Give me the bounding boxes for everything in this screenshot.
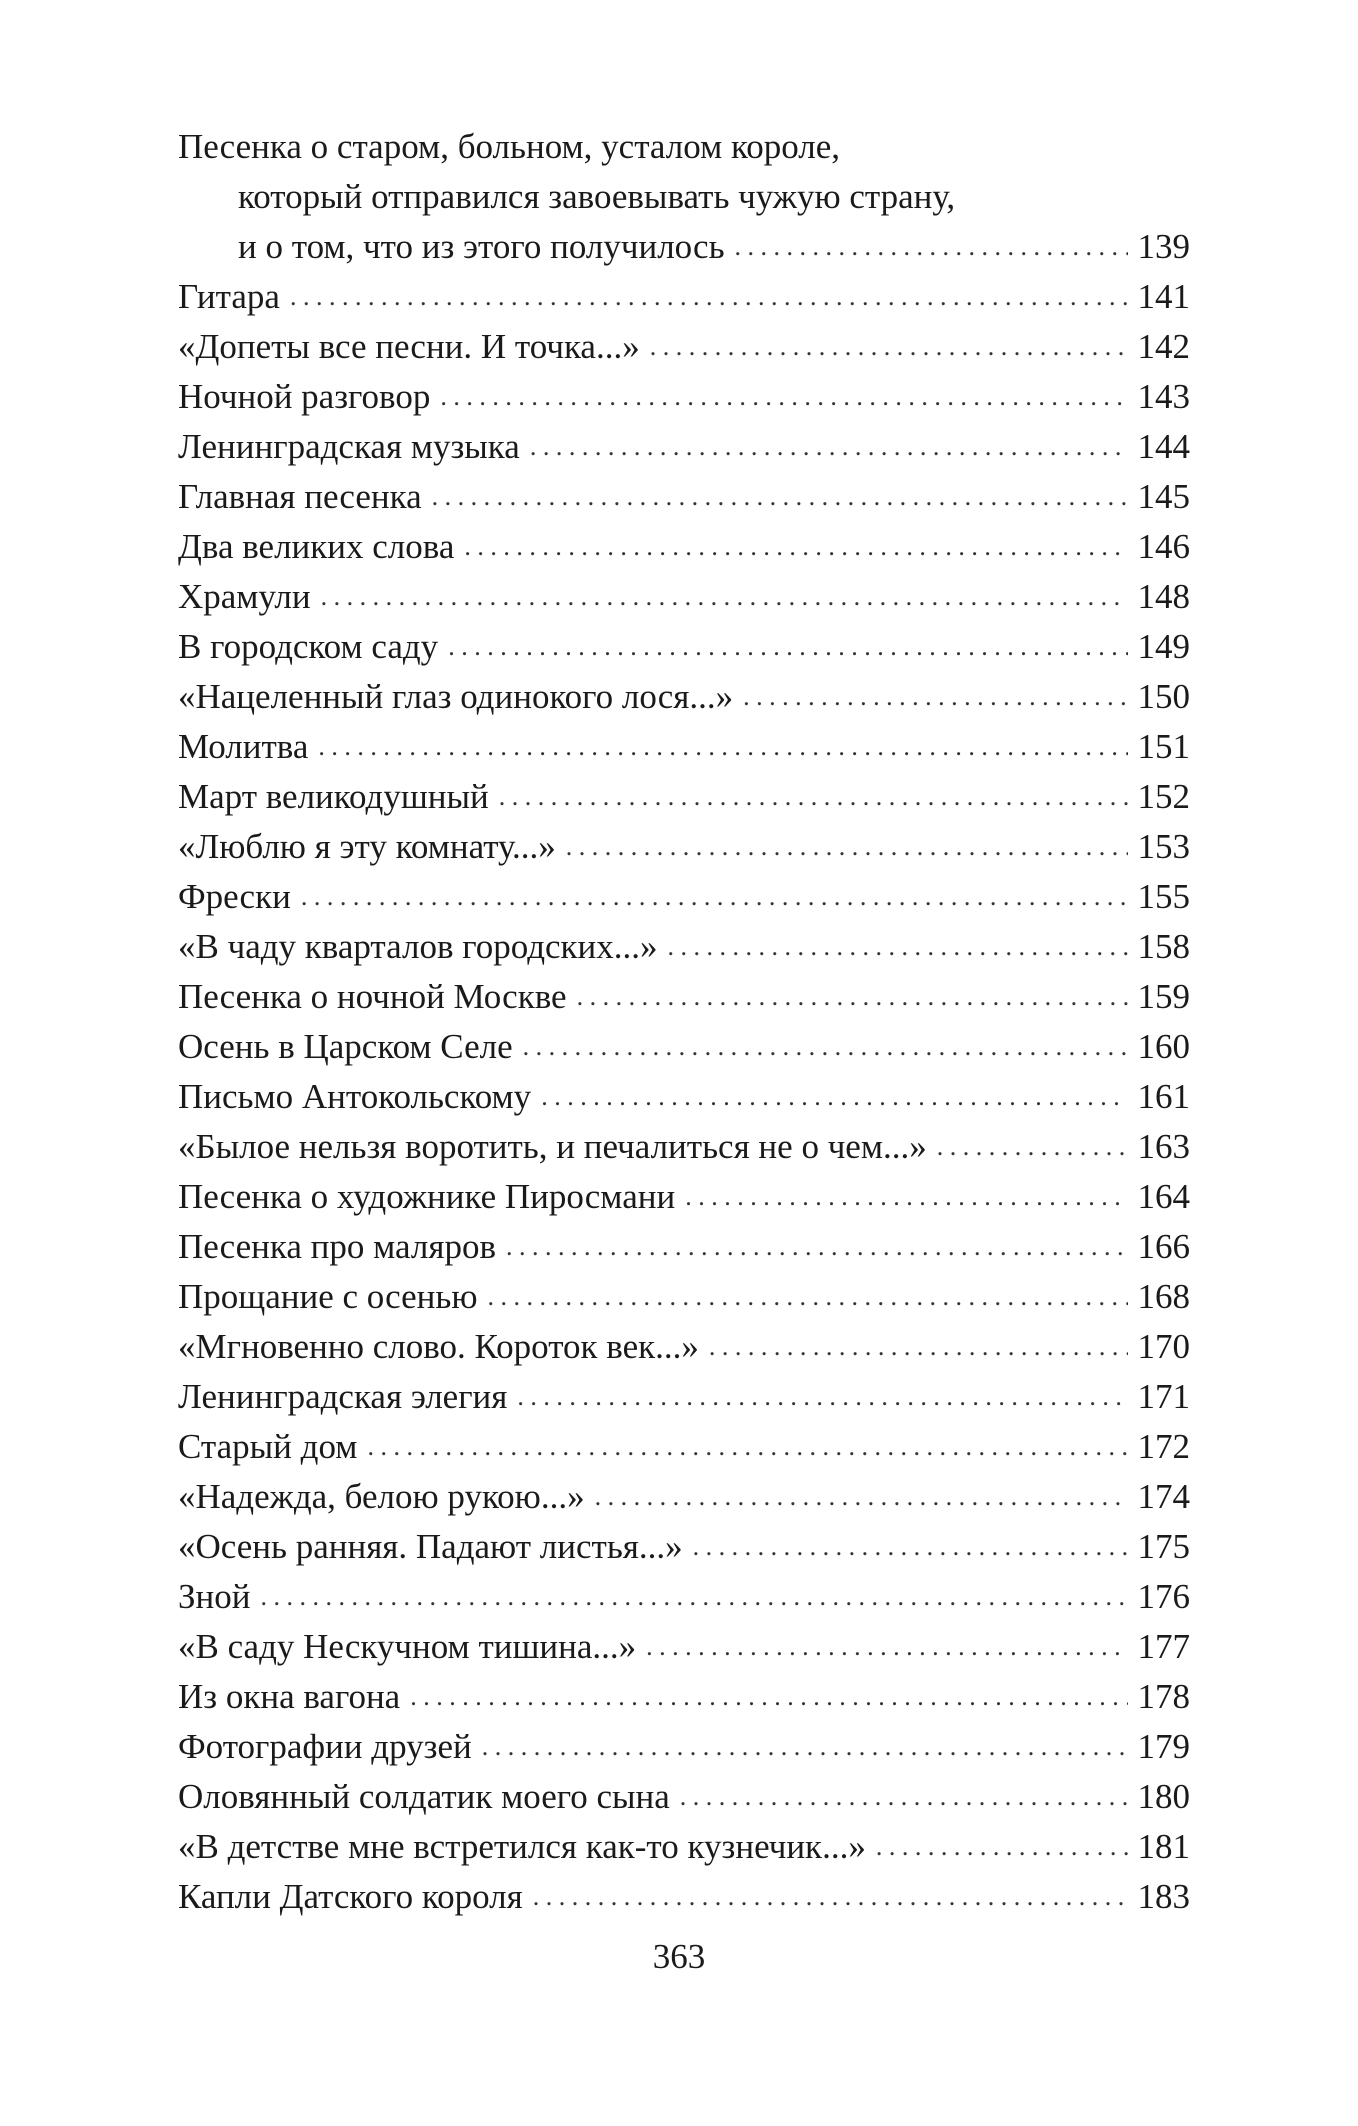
toc-page-number: 174	[1137, 1477, 1190, 1516]
toc-entry-title: «Осень ранняя. Падают листья...»	[178, 1527, 683, 1566]
toc-entry	[178, 622, 1190, 672]
dot-leader	[321, 572, 1128, 622]
toc-entry-title: Прощание с осенью	[178, 1277, 478, 1316]
dot-leader	[301, 872, 1128, 922]
dot-leader	[595, 1472, 1128, 1522]
toc-page-number: 179	[1137, 1727, 1190, 1766]
toc-page-number: 181	[1137, 1827, 1190, 1866]
toc-page-number: 142	[1137, 327, 1190, 366]
dot-leader	[541, 1072, 1128, 1122]
toc-entry	[178, 1172, 1190, 1222]
toc-entry	[178, 872, 1190, 922]
toc-entry-title: «Люблю я эту комнату...»	[178, 827, 556, 866]
toc-entry	[178, 522, 1190, 572]
dot-leader	[685, 1172, 1128, 1222]
toc-entry-title: Старый дом	[178, 1427, 358, 1466]
toc-page-number: 171	[1137, 1377, 1190, 1416]
toc-entry-title: Капли Датского короля	[178, 1877, 523, 1916]
toc-page-number: 176	[1137, 1577, 1190, 1616]
toc-entry-title: Фотографии друзей	[178, 1727, 472, 1766]
toc-page-number: 141	[1137, 277, 1190, 316]
toc-entry	[178, 1272, 1190, 1322]
toc-entry	[178, 1622, 1190, 1672]
toc-entry-title: Из окна вагона	[178, 1677, 401, 1716]
toc-entry-title: Фрески	[178, 877, 291, 916]
toc-entry	[178, 1722, 1190, 1772]
toc-page-number: 178	[1137, 1677, 1190, 1716]
toc-page-number: 149	[1137, 627, 1190, 666]
toc-page-number: 139	[1137, 227, 1190, 266]
table-of-contents	[178, 122, 1190, 1922]
dot-leader	[709, 1322, 1128, 1372]
toc-entry-title: Ночной разговор	[178, 377, 431, 416]
toc-entry	[178, 772, 1190, 822]
dot-leader	[668, 922, 1128, 972]
toc-entry	[178, 422, 1190, 472]
dot-leader	[261, 1572, 1129, 1622]
toc-entry	[178, 1822, 1190, 1872]
dot-leader	[440, 372, 1128, 422]
toc-entry-title: «В детстве мне встретился как-то кузнечик...»	[178, 1827, 866, 1866]
toc-page-number: 183	[1137, 1877, 1190, 1916]
toc-entry	[178, 922, 1190, 972]
toc-page-number: 152	[1137, 777, 1190, 816]
dot-leader	[743, 672, 1128, 722]
toc-entry	[178, 1472, 1190, 1522]
dot-leader	[318, 722, 1128, 772]
dot-leader	[448, 622, 1128, 672]
toc-entry-title: Два великих слова	[178, 527, 455, 566]
page-number-footer: 363	[652, 1937, 706, 1976]
dot-leader	[499, 772, 1128, 822]
toc-entry-title: Ленинградская элегия	[178, 1377, 508, 1416]
dot-leader	[367, 1422, 1128, 1472]
toc-page-number: 177	[1137, 1627, 1190, 1666]
dot-leader	[410, 1672, 1128, 1722]
dot-leader	[432, 472, 1128, 522]
toc-entry-title: Песенка про маляров	[178, 1227, 496, 1266]
toc-entry-title: Март великодушный	[178, 777, 489, 816]
toc-page-number: 145	[1137, 477, 1190, 516]
toc-entry-title: Песенка о художнике Пиросмани	[178, 1177, 676, 1216]
dot-leader	[680, 1772, 1128, 1822]
toc-entry	[178, 272, 1190, 322]
toc-entry	[178, 1022, 1190, 1072]
dot-leader	[566, 822, 1128, 872]
toc-page-number: 144	[1137, 427, 1190, 466]
toc-entry-title-line: который отправился завоевывать чужую страну,	[238, 177, 956, 216]
toc-entry	[178, 1772, 1190, 1822]
toc-entry	[178, 472, 1190, 522]
toc-page-number: 168	[1137, 1277, 1190, 1316]
toc-entry	[178, 1672, 1190, 1722]
toc-entry	[178, 372, 1190, 422]
dot-leader	[650, 322, 1128, 372]
dot-leader	[482, 1722, 1128, 1772]
toc-entry-title: Песенка о ночной Москве	[178, 977, 567, 1016]
toc-page-number: 164	[1137, 1177, 1190, 1216]
toc-page-number: 166	[1137, 1227, 1190, 1266]
toc-entry-title: «Нацеленный глаз одинокого лося...»	[178, 677, 734, 716]
toc-entry-title: Осень в Царском Селе	[178, 1027, 513, 1066]
toc-entry	[178, 122, 1190, 272]
dot-leader	[517, 1372, 1128, 1422]
toc-page-number: 155	[1137, 877, 1190, 916]
toc-entry-last-line	[178, 222, 1190, 272]
toc-entry	[178, 1572, 1190, 1622]
toc-entry	[178, 1522, 1190, 1572]
toc-entry-title: «В чаду кварталов городских...»	[178, 927, 658, 966]
toc-page-number: 163	[1137, 1127, 1190, 1166]
toc-entry	[178, 1322, 1190, 1372]
toc-page-number: 146	[1137, 527, 1190, 566]
toc-entry	[178, 1072, 1190, 1122]
toc-entry-title: «Мгновенно слово. Короток век...»	[178, 1327, 699, 1366]
toc-entry	[178, 1222, 1190, 1272]
toc-entry	[178, 672, 1190, 722]
toc-entry-title: «Допеты все песни. И точка...»	[178, 327, 640, 366]
toc-page-number: 170	[1137, 1327, 1190, 1366]
toc-entry	[178, 1122, 1190, 1172]
toc-entry-title: Храмули	[178, 577, 311, 616]
toc-entry-title: «Надежда, белою рукою...»	[178, 1477, 585, 1516]
toc-entry-title: В городском саду	[178, 627, 439, 666]
toc-page-number: 172	[1137, 1427, 1190, 1466]
toc-entry	[178, 322, 1190, 372]
toc-entry-title: «В саду Нескучном тишина...»	[178, 1627, 637, 1666]
toc-page-number: 160	[1137, 1027, 1190, 1066]
toc-page-number: 159	[1137, 977, 1190, 1016]
toc-page-number: 161	[1137, 1077, 1190, 1116]
toc-page-number: 180	[1137, 1777, 1190, 1816]
toc-entry	[178, 1372, 1190, 1422]
toc-page-number: 150	[1137, 677, 1190, 716]
dot-leader	[488, 1272, 1129, 1322]
toc-entry-title-line: Песенка о старом, больном, усталом короле,	[178, 127, 840, 166]
dot-leader	[577, 972, 1128, 1022]
dot-leader	[530, 422, 1128, 472]
toc-entry	[178, 572, 1190, 622]
dot-leader	[693, 1522, 1128, 1572]
toc-entry-title: Письмо Антокольскому	[178, 1077, 532, 1116]
toc-entry	[178, 1422, 1190, 1472]
dot-leader	[290, 272, 1128, 322]
toc-entry	[178, 822, 1190, 872]
dot-leader	[506, 1222, 1128, 1272]
toc-entry-title: Главная песенка	[178, 477, 422, 516]
toc-entry-title: Ленинградская музыка	[178, 427, 520, 466]
toc-entry-title: «Былое нельзя воротить, и печалиться не о чем...»	[178, 1127, 927, 1166]
dot-leader	[464, 522, 1128, 572]
toc-page-number: 143	[1137, 377, 1190, 416]
dot-leader	[646, 1622, 1128, 1672]
dot-leader	[523, 1022, 1128, 1072]
dot-leader	[533, 1872, 1128, 1922]
toc-entry-title: Зной	[178, 1577, 251, 1616]
toc-entry-title-line: и о том, что из этого получилось	[238, 227, 725, 266]
toc-page-number: 151	[1137, 727, 1190, 766]
toc-entry-title: Молитва	[178, 727, 309, 766]
dot-leader	[735, 222, 1128, 272]
toc-entry	[178, 972, 1190, 1022]
toc-entry	[178, 1872, 1190, 1922]
dot-leader	[876, 1822, 1128, 1872]
dot-leader	[937, 1122, 1128, 1172]
toc-entry-title: Оловянный солдатик моего сына	[178, 1777, 670, 1816]
toc-entry-title: Гитара	[178, 277, 280, 316]
toc-entry	[178, 722, 1190, 772]
toc-page-number: 153	[1137, 827, 1190, 866]
toc-page-number: 175	[1137, 1527, 1190, 1566]
toc-page-number: 158	[1137, 927, 1190, 966]
toc-page-number: 148	[1137, 577, 1190, 616]
